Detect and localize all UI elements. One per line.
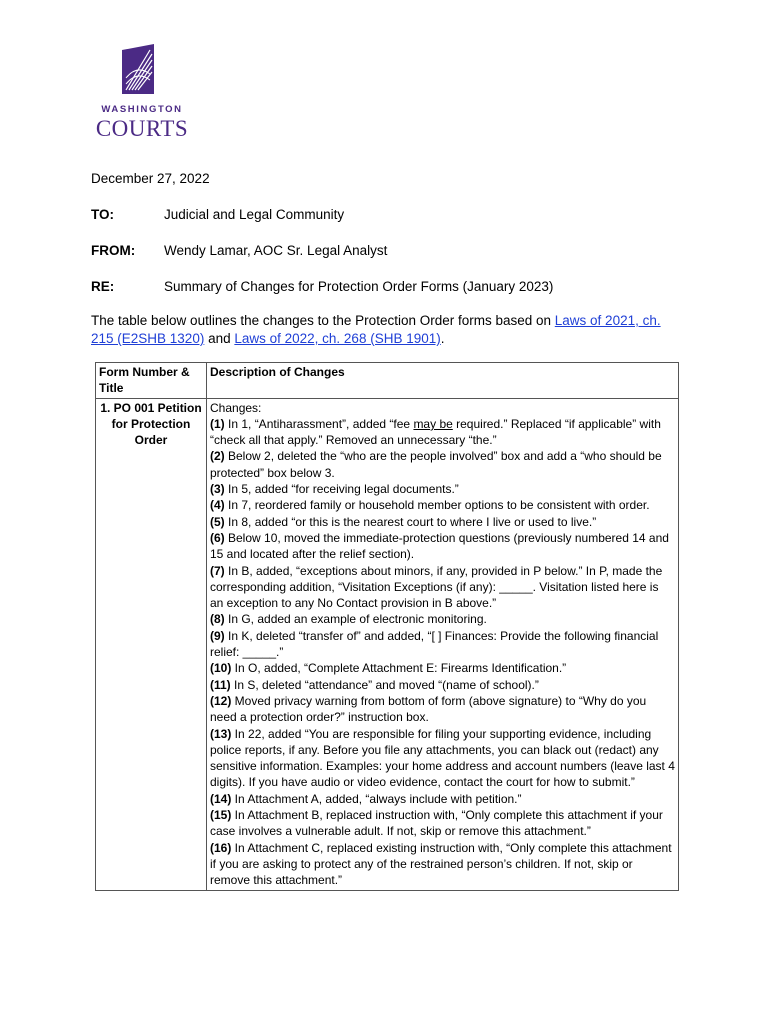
- change-item-number: (12): [210, 693, 232, 708]
- change-item-number: (9): [210, 628, 225, 643]
- change-description: [207, 398, 679, 890]
- change-item-number: (1): [210, 416, 225, 431]
- change-item: (14) In Attachment A, added, “always include with petition.”: [210, 791, 522, 806]
- change-item: (9) In K, deleted “transfer of” and added, “[ ] Finances: Provide the following financial relief: _____.”: [210, 628, 659, 660]
- change-item: (2) Below 2, deleted the “who are the people involved” box and add a “who should be protected” box below 3.: [210, 449, 662, 480]
- intro-text-middle: and: [204, 331, 235, 346]
- change-item-number: (10): [210, 661, 232, 676]
- change-item: (3) In 5, added “for receiving legal documents.”: [210, 482, 459, 497]
- change-item-number: (7): [210, 563, 225, 578]
- logo-text-courts: COURTS: [95, 116, 189, 141]
- table-row: [96, 398, 679, 890]
- change-item: (12) Moved privacy warning from bottom of form (above signature) to “Why do you need a protection order?” instruction box.: [210, 693, 647, 725]
- col-header-description: Description of Changes: [207, 363, 679, 399]
- change-list: [210, 416, 675, 889]
- laws-2022-link[interactable]: Laws of 2022, ch. 268 (SHB 1901): [234, 331, 441, 346]
- change-item-number: (14): [210, 791, 232, 806]
- change-item: (4) In 7, reordered family or household member options to be consistent with order.: [210, 498, 650, 513]
- washington-courts-logo: [92, 44, 192, 140]
- change-item: (6) Below 10, moved the immediate-protection questions (previously numbered 14 and 15 and located after the relief section).: [210, 530, 669, 562]
- to-value: Judicial and Legal Community: [164, 207, 345, 222]
- change-item: (10) In O, added, “Complete Attachment E: Firearms Identification.”: [210, 661, 567, 676]
- change-item: (1) In 1, “Antiharassment”, added “fee may be required.” Replaced “if applicable” with “check all that apply.” Removed an unnecessary “the.”: [210, 416, 661, 448]
- change-item-number: (4): [210, 498, 225, 513]
- intro-text-before: The table below outlines the changes to the Protection Order forms based on: [91, 313, 555, 328]
- change-item: (11) In S, deleted “attendance” and moved “(name of school).”: [210, 677, 539, 692]
- logo-text-washington: WASHINGTON: [101, 104, 183, 115]
- change-item-number: (11): [210, 677, 231, 692]
- intro-text-after: .: [440, 331, 445, 346]
- col-header-form: Form Number & Title: [96, 363, 207, 399]
- courts-emblem-icon: [120, 44, 156, 96]
- change-item-number: (13): [210, 726, 232, 741]
- from-value: Wendy Lamar, AOC Sr. Legal Analyst: [164, 243, 388, 258]
- change-item: (16) In Attachment C, replaced existing instruction with, “Only complete this attachment if you are asking to protect any of the restrained person’s children. If not, skip or remove this attachment.”: [210, 840, 672, 888]
- change-item: (5) In 8, added “or this is the nearest court to where I live or used to live.”: [210, 514, 597, 529]
- change-item-number: (6): [210, 530, 225, 545]
- underlined-text: may be: [413, 416, 453, 431]
- memo-date: December 27, 2022: [91, 171, 210, 186]
- to-label: TO:: [91, 207, 114, 222]
- re-label: RE:: [91, 279, 115, 294]
- changes-heading: Changes:: [210, 400, 262, 415]
- change-item-number: (2): [210, 449, 225, 464]
- change-item-number: (16): [210, 840, 232, 855]
- intro-paragraph: [91, 312, 681, 348]
- change-item-number: (15): [210, 808, 232, 823]
- change-item: (8) In G, added an example of electronic monitoring.: [210, 612, 487, 627]
- from-label: FROM:: [91, 243, 136, 258]
- table-header-row: [96, 363, 679, 399]
- change-item: (7) In B, added, “exceptions about minors, if any, provided in P below.” In P, made the corresponding addition, “Visitation Exceptions (if any): _____. Visitation listed here is an exception to any No Contact provision in B above.”: [210, 563, 663, 611]
- laws-2021-link[interactable]: Laws of 2021, ch. 215 (E2SHB 1320): [91, 313, 661, 346]
- changes-table: [95, 362, 679, 891]
- re-value: Summary of Changes for Protection Order Forms (January 2023): [164, 279, 554, 294]
- change-item-number: (5): [210, 514, 225, 529]
- change-item: (15) In Attachment B, replaced instruction with, “Only complete this attachment if your case involves a vulnerable adult. If not, skip or remove this attachment.”: [210, 808, 663, 839]
- change-item: (13) In 22, added “You are responsible for filing your supporting evidence, including police reports, if any. Before you file any attachments, you can black out (redact) any sensitive information. Examples: your home address and account numbers (leave last 4 digits). If you have audio or video evidence, contact the court for how to submit.”: [210, 726, 675, 790]
- form-number-title: 1. PO 001 Petition for Protection Order: [96, 398, 207, 890]
- change-item-number: (8): [210, 612, 225, 627]
- change-item-number: (3): [210, 482, 225, 497]
